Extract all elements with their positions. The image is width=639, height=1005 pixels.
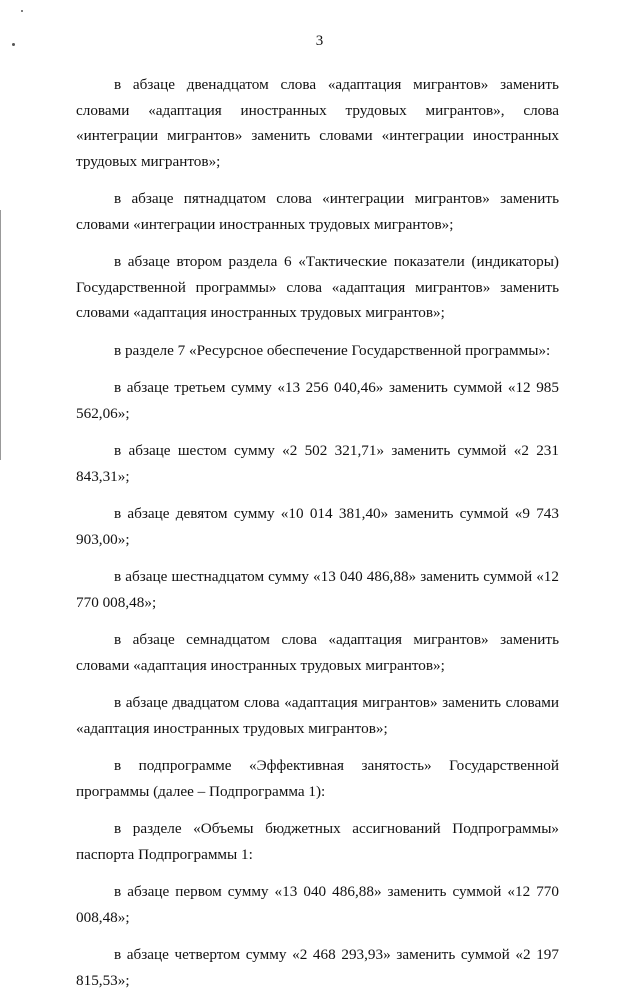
paragraph: в абзаце двадцатом слова «адаптация мигрантов» заменить словами «адаптация иностранных трудовых мигрантов»;	[76, 694, 559, 737]
paragraph: в абзаце шестом сумму «2 502 321,71» заменить суммой «2 231 843,31»;	[76, 442, 559, 485]
page-number: 3	[315, 33, 324, 49]
scan-speck	[21, 10, 23, 12]
paragraph: в абзаце втором раздела 6 «Тактические показатели (индикаторы) Государственной программы» слова «адаптация мигрантов» заменить словами «адаптация иностранных трудовых мигрантов»;	[76, 253, 559, 321]
paragraph: в подпрограмме «Эффективная занятость» Государственной программы (далее – Подпрограмма 1):	[76, 757, 559, 800]
paragraph: в абзаце шестнадцатом сумму «13 040 486,88» заменить суммой «12 770 008,48»;	[76, 568, 559, 611]
paragraph: в абзаце третьем сумму «13 256 040,46» заменить суммой «12 985 562,06»;	[76, 379, 559, 422]
paragraph: в абзаце пятнадцатом слова «интеграции мигрантов» заменить словами «интеграции иностранных трудовых мигрантов»;	[76, 190, 559, 233]
paragraph: в абзаце девятом сумму «10 014 381,40» заменить суммой «9 743 903,00»;	[76, 505, 559, 548]
paragraph: в абзаце первом сумму «13 040 486,88» заменить суммой «12 770 008,48»;	[76, 883, 559, 926]
paragraph: в разделе «Объемы бюджетных ассигнований Подпрограммы» паспорта Подпрограммы 1:	[76, 820, 559, 863]
paragraph: в абзаце двенадцатом слова «адаптация мигрантов» заменить словами «адаптация иностранных трудовых мигрантов», слова «интеграции мигрантов» заменить словами «интеграции иностранных трудовых мигрантов»;	[76, 76, 559, 170]
paragraph: в абзаце семнадцатом слова «адаптация мигрантов» заменить словами «адаптация иностранных трудовых мигрантов»;	[76, 631, 559, 674]
document-body	[76, 72, 559, 1005]
scan-line	[0, 210, 1, 460]
paragraph: в абзаце четвертом сумму «2 468 293,93» заменить суммой «2 197 815,53»;	[76, 946, 559, 989]
paragraph: в разделе 7 «Ресурсное обеспечение Государственной программы»:	[114, 341, 551, 359]
